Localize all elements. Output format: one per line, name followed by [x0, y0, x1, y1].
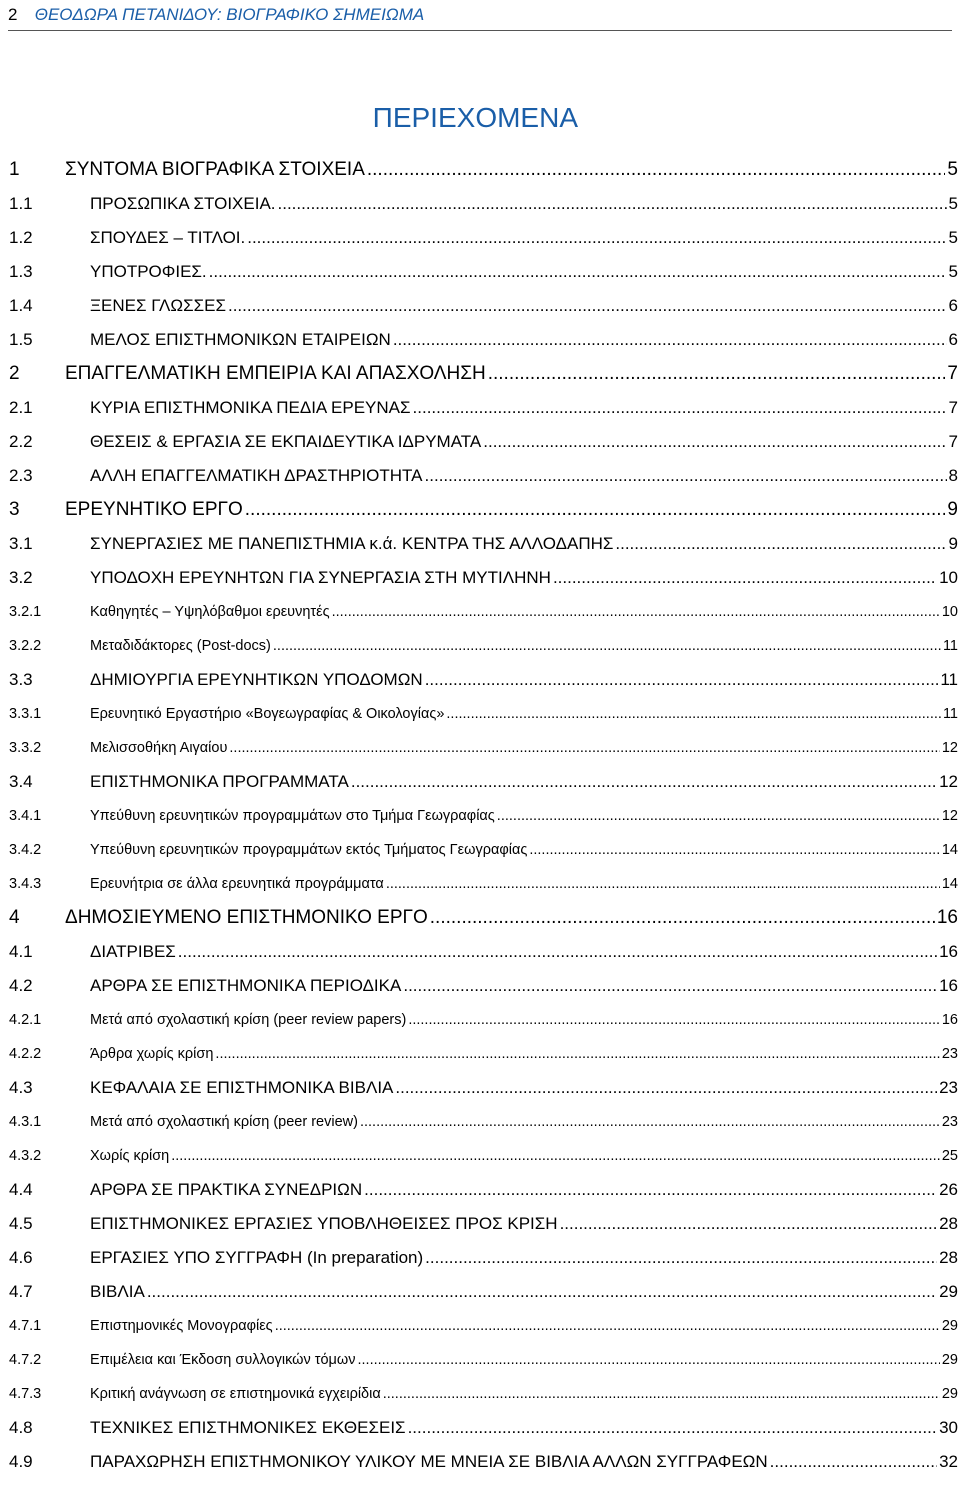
- toc-dot-leader: [408, 1003, 940, 1037]
- toc-entry-number: 3.2.2: [9, 638, 42, 654]
- toc-entry-title: ΕΠΙΣΤΗΜΟΝΙΚΑ ΠΡΟΓΡΑΜΜΑΤΑ: [90, 772, 349, 791]
- toc-entry-title: ΕΠΑΓΓΕΛΜΑΤΙΚΗ ΕΜΠΕΙΡΙΑ ΚΑΙ ΑΠΑΣΧΟΛΗΣΗ: [65, 363, 486, 384]
- toc-entry-number: 2.3: [9, 466, 33, 485]
- toc-entry-page: 23: [939, 1078, 958, 1097]
- toc-entry-page: 25: [941, 1148, 958, 1164]
- toc-entry-page: 11: [942, 638, 958, 654]
- toc-dot-leader: [171, 1139, 940, 1173]
- toc-entry-number: 4.6: [9, 1248, 33, 1267]
- toc-dot-leader: [553, 561, 937, 595]
- toc-entry-title: ΞΕΝΕΣ ΓΛΩΣΣΕΣ: [90, 296, 226, 315]
- toc-entry-page: 12: [941, 740, 958, 756]
- toc-entry-number: 4.4: [9, 1180, 33, 1199]
- toc-entry-page: 7: [948, 398, 958, 417]
- toc-entry[interactable]: [9, 357, 960, 391]
- toc-entry-page: 14: [941, 842, 958, 858]
- toc-entry-page: 28: [939, 1248, 958, 1267]
- toc-dot-leader: [770, 1445, 937, 1479]
- toc-entry-number: 2: [9, 363, 20, 384]
- toc-entry-title: ΚΥΡΙΑ ΕΠΙΣΤΗΜΟΝΙΚΑ ΠΕΔΙΑ ΕΡΕΥΝΑΣ: [90, 398, 411, 417]
- toc-entry[interactable]: [9, 629, 960, 663]
- toc-entry-page: 12: [939, 772, 958, 791]
- toc-entry[interactable]: [9, 425, 960, 459]
- toc-entry-number: 1.1: [9, 194, 33, 213]
- toc-dot-leader: [351, 765, 937, 799]
- toc-dot-leader: [425, 1241, 937, 1275]
- toc-entry-page: 26: [939, 1180, 958, 1199]
- toc-entry[interactable]: [9, 1003, 960, 1037]
- toc-entry-page: 11: [940, 670, 958, 689]
- toc-entry[interactable]: [9, 901, 960, 935]
- toc-entry-page: 29: [941, 1318, 958, 1334]
- toc-entry[interactable]: [9, 1275, 960, 1309]
- toc-entry-number: 2.2: [9, 432, 33, 451]
- toc-entry[interactable]: [9, 765, 960, 799]
- toc-entry[interactable]: [9, 1207, 960, 1241]
- toc-dot-leader: [615, 527, 946, 561]
- toc-entry[interactable]: [9, 527, 960, 561]
- toc-entry-title: ΣΥΝΕΡΓΑΣΙΕΣ ΜΕ ΠΑΝΕΠΙΣΤΗΜΙΑ κ.ά. ΚΕΝΤΡΑ ΤΗΣ ΑΛΛΟΔΑΠΗΣ: [90, 534, 614, 553]
- toc-entry[interactable]: [9, 799, 960, 833]
- toc-entry-title: ΘΕΣΕΙΣ & ΕΡΓΑΣΙΑ ΣΕ ΕΚΠΑΙΔΕΥΤΙΚΑ ΙΔΡΥΜΑΤΑ: [90, 432, 482, 451]
- toc-entry-number: 4.8: [9, 1418, 33, 1437]
- toc-dot-leader: [228, 289, 947, 323]
- toc-entry-page: 32: [939, 1452, 958, 1471]
- toc-entry-page: 5: [948, 262, 958, 281]
- toc-entry-number: 4.5: [9, 1214, 33, 1233]
- toc-entry[interactable]: [9, 1105, 960, 1139]
- toc-entry-number: 4.7: [9, 1282, 33, 1301]
- toc-dot-leader: [560, 1207, 938, 1241]
- toc-entry-title: ΕΡΕΥΝΗΤΙΚΟ ΕΡΓΟ: [65, 499, 243, 520]
- toc-dot-leader: [147, 1275, 937, 1309]
- toc-entry-title: ΚΕΦΑΛΑΙΑ ΣΕ ΕΠΙΣΤΗΜΟΝΙΚΑ ΒΙΒΛΙΑ: [90, 1078, 394, 1097]
- toc-dot-leader: [497, 799, 940, 833]
- toc-entry-number: 4.2: [9, 976, 33, 995]
- toc-dot-leader: [209, 255, 947, 289]
- toc-entry-number: 4.2.1: [9, 1012, 42, 1028]
- toc-dot-leader: [360, 1105, 940, 1139]
- toc-dot-leader: [408, 1411, 938, 1445]
- toc-entry-title: ΣΠΟΥΔΕΣ – ΤΙΤΛΟΙ.: [90, 228, 246, 247]
- toc-entry-title: ΠΡΟΣΩΠΙΚΑ ΣΤΟΙΧΕΙΑ.: [90, 194, 276, 213]
- toc-entry-title: ΤΕΧΝΙΚΕΣ ΕΠΙΣΤΗΜΟΝΙΚΕΣ ΕΚΘΕΣΕΙΣ: [90, 1418, 406, 1437]
- toc-entry-title: Μετά από σχολαστική κρίση (peer review): [90, 1114, 358, 1130]
- toc-entry-number: 4.7.2: [9, 1352, 42, 1368]
- toc-entry-page: 29: [939, 1282, 958, 1301]
- toc-entry[interactable]: [9, 187, 960, 221]
- toc-entry-title: Άρθρα χωρίς κρίση: [90, 1046, 214, 1062]
- toc-entry[interactable]: [9, 1241, 960, 1275]
- toc-entry-title: Ερευνητικό Εργαστήριο «Βογεωγραφίας & Οικολογίας»: [90, 706, 445, 722]
- toc-entry-title: ΜΕΛΟΣ ΕΠΙΣΤΗΜΟΝΙΚΩΝ ΕΤΑΙΡΕΙΩΝ: [90, 330, 391, 349]
- header-page-number: 2: [8, 5, 18, 24]
- toc-dot-leader: [278, 187, 947, 221]
- toc-entry[interactable]: [9, 1037, 960, 1071]
- toc-dot-leader: [446, 697, 941, 731]
- table-of-contents: [9, 153, 960, 1479]
- toc-entry-title: Μελισσοθήκη Αιγαίου: [90, 740, 228, 756]
- toc-entry-title: ΥΠΟΤΡΟΦΙΕΣ.: [90, 262, 207, 281]
- toc-entry[interactable]: [9, 697, 960, 731]
- toc-entry-page: 16: [941, 1012, 958, 1028]
- toc-dot-leader: [245, 493, 946, 527]
- toc-dot-leader: [178, 935, 937, 969]
- toc-entry-title: Επιστημονικές Μονογραφίες: [90, 1318, 273, 1334]
- toc-entry-number: 3.2: [9, 568, 33, 587]
- toc-entry-number: 1.2: [9, 228, 33, 247]
- toc-entry-number: 1.4: [9, 296, 33, 315]
- toc-entry[interactable]: [9, 255, 960, 289]
- toc-entry-page: 30: [939, 1418, 958, 1437]
- toc-dot-leader: [413, 391, 947, 425]
- toc-dot-leader: [229, 731, 939, 765]
- toc-entry-number: 3.3.2: [9, 740, 42, 756]
- toc-entry[interactable]: [9, 221, 960, 255]
- toc-entry-page: 11: [942, 706, 958, 722]
- toc-entry-number: 1.3: [9, 262, 33, 281]
- toc-entry-number: 3.4: [9, 772, 33, 791]
- toc-dot-leader: [425, 663, 939, 697]
- toc-entry-title: Επιμέλεια και Έκδοση συλλογικών τόμων: [90, 1352, 356, 1368]
- toc-entry[interactable]: [9, 459, 960, 493]
- toc-entry-title: ΑΡΘΡΑ ΣΕ ΠΡΑΚΤΙΚΑ ΣΥΝΕΔΡΙΩΝ: [90, 1180, 363, 1199]
- toc-entry-title: ΔΙΑΤΡΙΒΕΣ: [90, 942, 176, 961]
- toc-entry[interactable]: [9, 1411, 960, 1445]
- toc-entry[interactable]: [9, 289, 960, 323]
- toc-entry-number: 1: [9, 159, 20, 180]
- toc-entry-title: ΔΗΜΙΟΥΡΓΙΑ ΕΡΕΥΝΗΤΙΚΩΝ ΥΠΟΔΟΜΩΝ: [90, 670, 423, 689]
- toc-entry-number: 3.4.3: [9, 876, 42, 892]
- toc-entry-number: 3: [9, 499, 20, 520]
- toc-dot-leader: [488, 357, 946, 391]
- toc-entry-page: 9: [947, 499, 958, 520]
- toc-entry[interactable]: [9, 867, 960, 901]
- toc-entry[interactable]: [9, 1173, 960, 1207]
- toc-entry-title: Ερευνήτρια σε άλλα ερευνητικά προγράμματα: [90, 876, 384, 892]
- toc-entry-number: 4.3.1: [9, 1114, 42, 1130]
- page-header: [8, 0, 952, 31]
- toc-dot-leader: [357, 1343, 939, 1377]
- toc-dot-leader: [367, 153, 946, 187]
- toc-entry[interactable]: [9, 1445, 960, 1479]
- toc-entry-number: 4.1: [9, 942, 33, 961]
- toc-dot-leader: [425, 459, 947, 493]
- toc-entry-page: 12: [941, 808, 958, 824]
- toc-dot-leader: [403, 969, 937, 1003]
- toc-entry-number: 4.3: [9, 1078, 33, 1097]
- toc-entry-title: Κριτική ανάγνωση σε επιστημονικά εγχειρίδια: [90, 1386, 381, 1402]
- toc-entry-title: Υπεύθυνη ερευνητικών προγραμμάτων στο Τμήμα Γεωγραφίας: [90, 808, 495, 824]
- toc-entry[interactable]: [9, 153, 960, 187]
- toc-entry-title: ΑΛΛΗ ΕΠΑΓΓΕΛΜΑΤΙΚΗ ΔΡΑΣΤΗΡΙΟΤΗΤΑ: [90, 466, 423, 485]
- toc-dot-leader: [332, 595, 940, 629]
- toc-entry-page: 10: [941, 604, 958, 620]
- toc-entry[interactable]: [9, 935, 960, 969]
- toc-entry-number: 3.3.1: [9, 706, 42, 722]
- toc-entry-title: Καθηγητές – Υψηλόβαθμοι ερευνητές: [90, 604, 330, 620]
- toc-entry[interactable]: [9, 969, 960, 1003]
- toc-dot-leader: [215, 1037, 939, 1071]
- toc-entry[interactable]: [9, 323, 960, 357]
- toc-entry[interactable]: [9, 561, 960, 595]
- toc-entry-page: 6: [948, 330, 958, 349]
- toc-entry-page: 7: [947, 363, 958, 384]
- toc-entry-title: ΥΠΟΔΟΧΗ ΕΡΕΥΝΗΤΩΝ ΓΙΑ ΣΥΝΕΡΓΑΣΙΑ ΣΤΗ ΜΥΤΙΛΗΝΗ: [90, 568, 551, 587]
- toc-entry[interactable]: [9, 391, 960, 425]
- toc-dot-leader: [529, 833, 940, 867]
- toc-dot-leader: [430, 901, 935, 935]
- toc-entry[interactable]: [9, 663, 960, 697]
- toc-dot-leader: [393, 323, 947, 357]
- toc-entry-title: ΒΙΒΛΙΑ: [90, 1282, 145, 1301]
- toc-entry-page: 16: [936, 907, 958, 928]
- toc-entry[interactable]: [9, 731, 960, 765]
- toc-dot-leader: [483, 425, 946, 459]
- toc-dot-leader: [364, 1173, 937, 1207]
- toc-dot-leader: [383, 1377, 940, 1411]
- toc-entry-number: 3.4.2: [9, 842, 42, 858]
- toc-entry-number: 4.9: [9, 1452, 33, 1471]
- toc-entry-number: 4.2.2: [9, 1046, 42, 1062]
- toc-entry-page: 6: [948, 296, 958, 315]
- toc-entry-title: ΕΠΙΣΤΗΜΟΝΙΚΕΣ ΕΡΓΑΣΙΕΣ ΥΠΟΒΛΗΘΕΙΣΕΣ ΠΡΟΣ ΚΡΙΣΗ: [90, 1214, 558, 1233]
- toc-entry-page: 5: [948, 228, 958, 247]
- toc-entry[interactable]: [9, 1071, 960, 1105]
- toc-entry-number: 3.4.1: [9, 808, 42, 824]
- toc-dot-leader: [273, 629, 941, 663]
- toc-entry[interactable]: [9, 1377, 960, 1411]
- toc-entry-page: 23: [941, 1046, 958, 1062]
- toc-entry-page: 14: [941, 876, 958, 892]
- toc-entry-page: 29: [941, 1352, 958, 1368]
- toc-dot-leader: [386, 867, 940, 901]
- toc-entry-page: 5: [947, 159, 958, 180]
- toc-entry[interactable]: [9, 1309, 960, 1343]
- toc-entry-page: 8: [948, 466, 958, 485]
- toc-entry-page: 28: [939, 1214, 958, 1233]
- toc-entry-title: Υπεύθυνη ερευνητικών προγραμμάτων εκτός Τμήματος Γεωγραφίας: [90, 842, 528, 858]
- toc-entry[interactable]: [9, 1139, 960, 1173]
- toc-entry[interactable]: [9, 595, 960, 629]
- toc-entry-number: 4.7.3: [9, 1386, 42, 1402]
- toc-entry-page: 16: [939, 942, 958, 961]
- toc-entry-title: Χωρίς κρίση: [90, 1148, 170, 1164]
- toc-entry-number: 3.2.1: [9, 604, 42, 620]
- toc-entry-title: ΕΡΓΑΣΙΕΣ ΥΠΟ ΣΥΓΓΡΑΦΗ (In preparation): [90, 1248, 424, 1267]
- toc-entry-number: 3.3: [9, 670, 33, 689]
- toc-entry[interactable]: [9, 493, 960, 527]
- toc-entry-title: Μεταδιδάκτορες (Post-docs): [90, 638, 271, 654]
- toc-entry-title: ΑΡΘΡΑ ΣΕ ΕΠΙΣΤΗΜΟΝΙΚΑ ΠΕΡΙΟΔΙΚΑ: [90, 976, 402, 995]
- toc-entry[interactable]: [9, 1343, 960, 1377]
- toc-entry-page: 9: [948, 534, 958, 553]
- toc-entry-page: 10: [939, 568, 958, 587]
- toc-entry-page: 23: [941, 1114, 958, 1130]
- toc-dot-leader: [275, 1309, 940, 1343]
- toc-entry-page: 29: [941, 1386, 958, 1402]
- toc-entry-title: ΣΥΝΤΟΜΑ ΒΙΟΓΡΑΦΙΚΑ ΣΤΟΙΧΕΙΑ: [65, 159, 365, 180]
- toc-entry-number: 4.7.1: [9, 1318, 42, 1334]
- toc-title: ΠΕΡΙΕΧΟΜΕΝΑ: [372, 102, 578, 133]
- toc-entry-number: 2.1: [9, 398, 33, 417]
- toc-entry-number: 1.5: [9, 330, 33, 349]
- toc-entry-page: 7: [948, 432, 958, 451]
- toc-dot-leader: [247, 221, 946, 255]
- toc-entry-number: 4.3.2: [9, 1148, 42, 1164]
- header-title: ΘΕΟΔΩΡΑ ΠΕΤΑΝΙΔΟΥ: ΒΙΟΓΡΑΦΙΚΟ ΣΗΜΕΙΩΜΑ: [34, 5, 425, 24]
- toc-entry-number: 4: [9, 907, 20, 928]
- toc-entry-title: ΠΑΡΑΧΩΡΗΣΗ ΕΠΙΣΤΗΜΟΝΙΚΟΥ ΥΛΙΚΟΥ ΜΕ ΜΝΕΙΑ ΣΕ ΒΙΒΛΙΑ ΑΛΛΩΝ ΣΥΓΓΡΑΦΕΩΝ: [90, 1452, 768, 1471]
- toc-entry-page: 16: [939, 976, 958, 995]
- toc-entry-page: 5: [948, 194, 958, 213]
- toc-entry-title: Μετά από σχολαστική κρίση (peer review papers): [90, 1012, 407, 1028]
- toc-entry-title: ΔΗΜΟΣΙΕΥΜΕΝΟ ΕΠΙΣΤΗΜΟΝΙΚΟ ΕΡΓΟ: [65, 907, 428, 928]
- toc-entry[interactable]: [9, 833, 960, 867]
- toc-dot-leader: [395, 1071, 937, 1105]
- toc-entry-number: 3.1: [9, 534, 33, 553]
